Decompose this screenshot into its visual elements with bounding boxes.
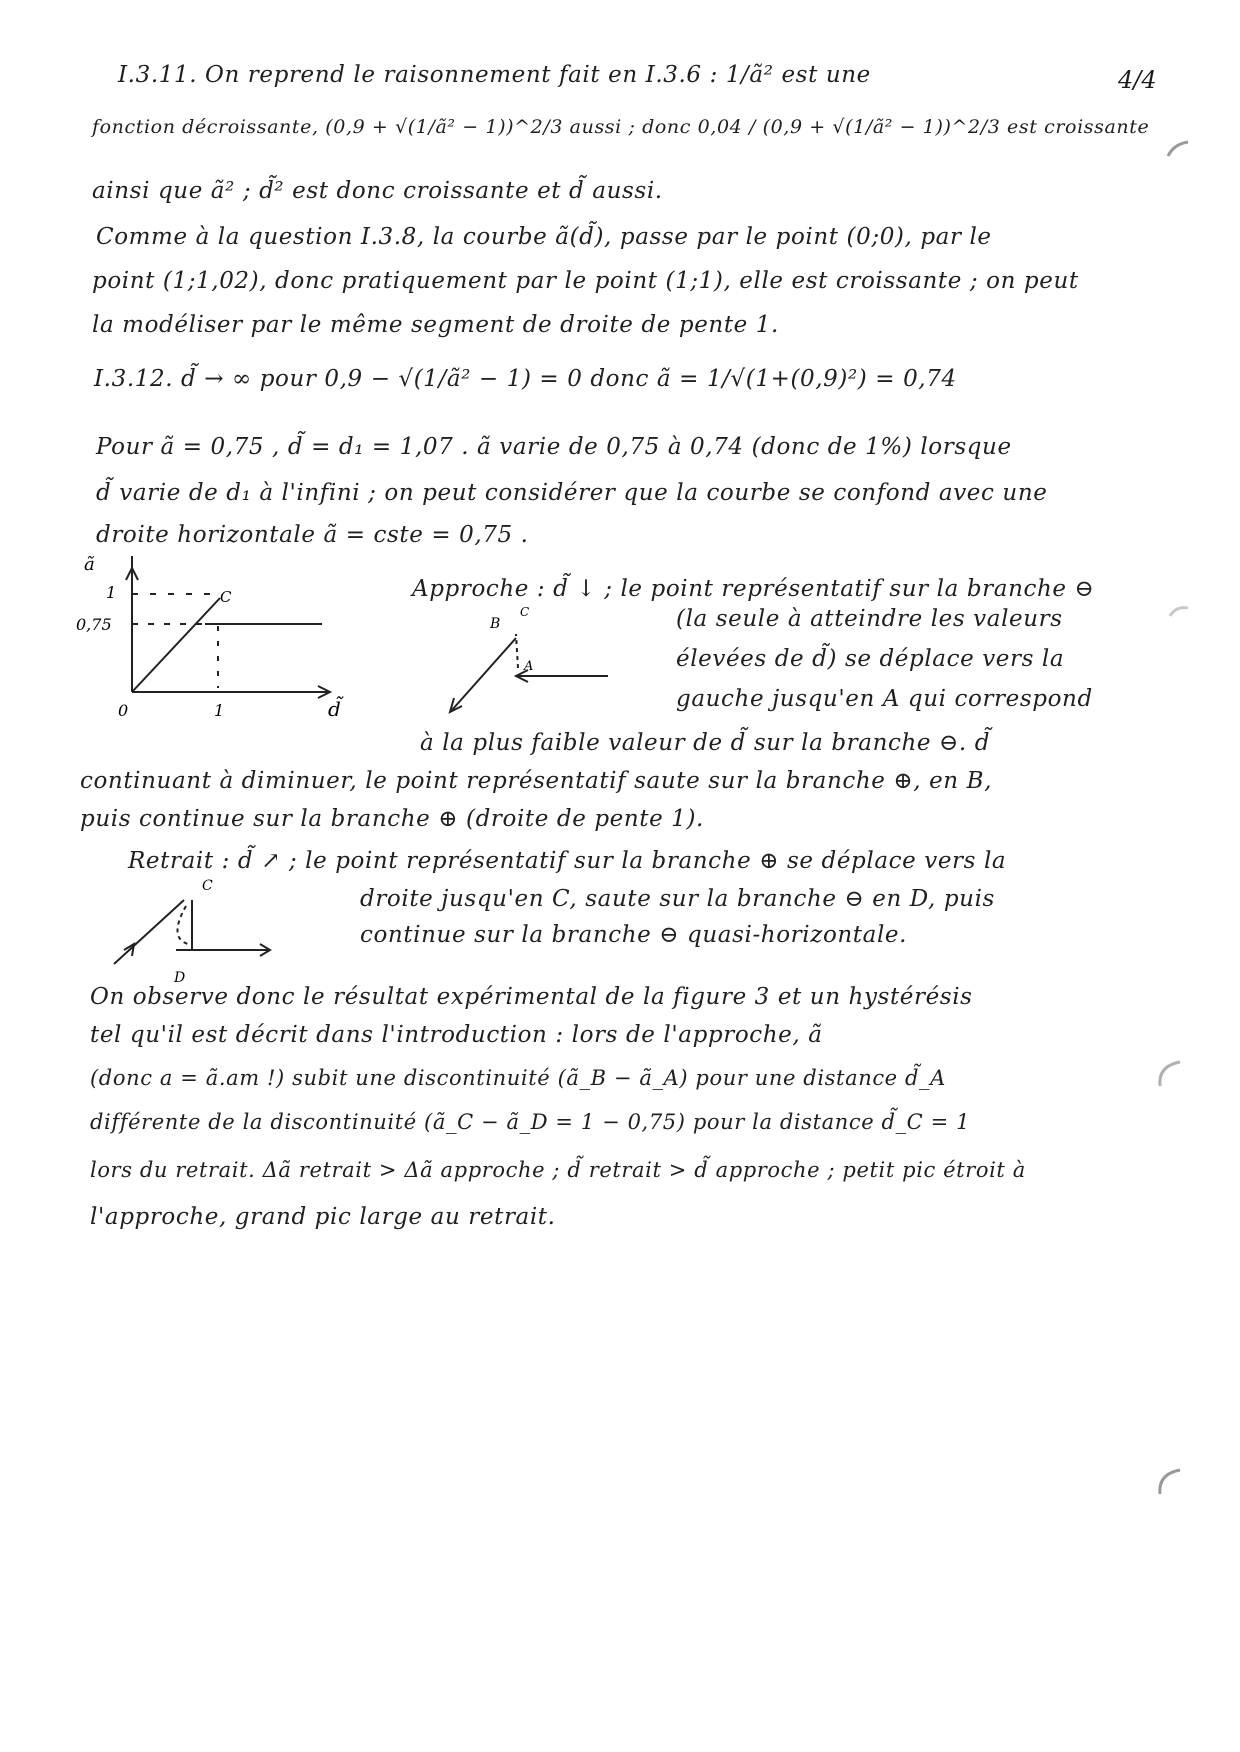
text-line-7: I.3.12. d̃ → ∞ pour 0,9 − √(1/ã² − 1) = 0 donc ã = 1/√(1+(0,9)²) = 0,74 xyxy=(94,366,957,392)
text-line-4: Comme à la question I.3.8, la courbe ã(d̃), passe par le point (0;0), par le xyxy=(96,224,992,250)
text-line-17: puis continue sur la branche ⊕ (droite de pente 1). xyxy=(80,806,704,832)
label-a: A xyxy=(524,659,534,674)
label-d-retreat: D xyxy=(174,970,186,986)
text-line-25: lors du retrait. Δã retrait > Δã approche ; d̃ retrait > d̃ approche ; petit pic étroit à xyxy=(90,1158,1026,1182)
y-axis-label: ã xyxy=(84,554,95,575)
label-b: B xyxy=(490,616,501,632)
text-line-19: droite jusqu'en C, saute sur la branche ⊖ en D, puis xyxy=(360,886,995,912)
text-line-14: gauche jusqu'en A qui correspond xyxy=(676,686,1093,712)
page-number: 4/4 xyxy=(1118,66,1157,94)
text-line-18: Retrait : d̃ ↗ ; le point représentatif sur la branche ⊕ se déplace vers la xyxy=(128,848,1007,874)
text-line-12: (la seule à atteindre les valeurs xyxy=(676,606,1063,632)
text-line-16: continuant à diminuer, le point représentatif saute sur la branche ⊕, en B, xyxy=(80,768,993,794)
text-line-8: Pour ã = 0,75 , d̃ = d₁ = 1,07 . ã varie de 0,75 à 0,74 (donc de 1%) lorsque xyxy=(96,434,1012,460)
text-line-6: la modéliser par le même segment de droite de pente 1. xyxy=(92,312,779,338)
punch-hole-mark-upper xyxy=(1160,600,1190,624)
x-tick-1: 1 xyxy=(214,701,225,720)
text-line-5: point (1;1,02), donc pratiquement par le point (1;1), elle est croissante ; on peut xyxy=(92,268,1079,294)
figure-retreat-path xyxy=(110,878,290,988)
text-line-3: ainsi que ã² ; d̃² est donc croissante et d̃ aussi. xyxy=(92,178,663,204)
text-line-22: tel qu'il est décrit dans l'introduction : lors de l'approche, ã xyxy=(90,1022,823,1048)
retreat-dashed-jump xyxy=(177,906,188,944)
y-tick-075: 0,75 xyxy=(76,615,112,634)
text-line-10: droite horizontale ã = cste = 0,75 . xyxy=(96,522,529,548)
text-line-2: fonction décroissante, (0,9 + √(1/ã² − 1))^2/3 aussi ; donc 0,04 / (0,9 + √(1/ã² − 1))^2/3 est croissante xyxy=(92,116,1150,138)
text-line-21: On observe donc le résultat expérimental de la figure 3 et un hystérésis xyxy=(90,984,973,1010)
text-line-23: (donc a = ã.am !) subit une discontinuité (ã_B − ã_A) pour une distance d̃_A xyxy=(90,1066,946,1090)
text-line-24: différente de la discontinuité (ã_C − ã_D = 1 − 0,75) pour la distance d̃_C = 1 xyxy=(90,1110,971,1134)
figure-approach-path xyxy=(440,604,620,714)
punch-hole-mark-bottom xyxy=(1150,1464,1186,1500)
slope-one-segment xyxy=(132,598,220,692)
retreat-diagonal xyxy=(114,900,184,964)
punch-hole-mark-middle xyxy=(1150,1056,1186,1092)
y-tick-1: 1 xyxy=(106,583,117,602)
text-line-13: élevées de d̃) se déplace vers la xyxy=(676,646,1065,672)
text-line-9: d̃ varie de d₁ à l'infini ; on peut considérer que la courbe se confond avec une xyxy=(96,480,1048,506)
text-line-26: l'approche, grand pic large au retrait. xyxy=(90,1204,556,1230)
x-axis-label: d̃ xyxy=(328,697,341,721)
text-line-15: à la plus faible valeur de d̃ sur la branche ⊖. d̃ xyxy=(420,730,991,756)
label-c: C xyxy=(520,605,530,619)
label-c-retreat: C xyxy=(202,878,213,894)
text-line-1: I.3.11. On reprend le raisonnement fait en I.3.6 : 1/ã² est une xyxy=(118,62,871,88)
punch-hole-mark-top xyxy=(1160,136,1190,160)
text-line-11: Approche : d̃ ↓ ; le point représentatif sur la branche ⊖ xyxy=(412,576,1095,602)
figure-branch-curve xyxy=(70,554,360,721)
point-c-label: C xyxy=(220,588,232,606)
x-tick-0: 0 xyxy=(118,701,129,720)
text-line-20: continue sur la branche ⊖ quasi-horizontale. xyxy=(360,922,908,948)
approach-diagonal xyxy=(452,638,516,710)
